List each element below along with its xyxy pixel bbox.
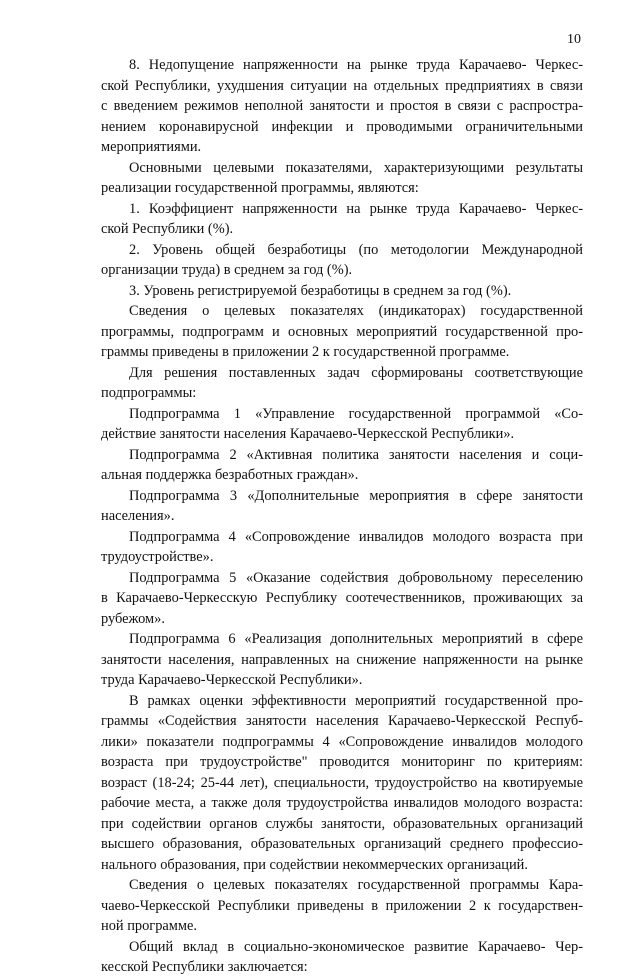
paragraph	[101, 629, 583, 691]
text-line: нением коронавирусной инфекции и проводимыми ограничительными	[101, 118, 583, 135]
paragraph	[101, 691, 583, 876]
text-line: 3. Уровень регистрируемой безработицы в среднем за год (%).	[129, 282, 512, 299]
paragraph	[101, 240, 583, 281]
text-line: Общий вклад в социально-экономическое развитие Карачаево- Чер-	[129, 938, 583, 955]
text-line: Сведения о целевых показателях (индикаторах) государственной	[129, 303, 583, 319]
paragraph	[101, 55, 583, 158]
text-line: рубежом».	[101, 610, 165, 627]
paragraph	[101, 937, 583, 978]
text-line: нального образования, при содействии некоммерческих организаций.	[101, 856, 528, 873]
text-line: лики» показатели подпрограммы 4 «Сопровождение инвалидов молодого	[101, 733, 583, 750]
text-line: с введением режимов неполной занятости и простоя в связи с распростра-	[101, 98, 583, 114]
text-line: Подпрограмма 6 «Реализация дополнительных мероприятий в сфере	[129, 631, 583, 647]
text-line: реализации государственной программы, являются:	[101, 180, 419, 196]
text-line: Подпрограмма 1 «Управление государственной программой «Со-	[129, 405, 583, 422]
text-line: Подпрограмма 3 «Дополнительные мероприятия в сфере занятости	[129, 487, 583, 504]
text-line: занятости населения, направленных на снижение напряженности на рынке	[101, 651, 583, 668]
text-line: Подпрограмма 5 «Оказание содействия добровольному переселению	[129, 569, 583, 586]
text-line: 1. Коэффициент напряженности на рынке труда Карачаево- Черкес-	[129, 200, 583, 217]
text-line: ской Республики (%).	[101, 221, 234, 237]
document-body	[101, 55, 583, 978]
text-line: Подпрограмма 4 «Сопровождение инвалидов молодого возраста при	[129, 528, 583, 545]
text-line: трудоустройстве».	[101, 549, 214, 565]
paragraph	[101, 281, 583, 302]
paragraph	[101, 527, 583, 568]
paragraph	[101, 301, 583, 363]
text-line: возраста при трудоустройстве" проводится мониторинг по критериям:	[101, 754, 583, 770]
text-line: высшего образования, образовательных организаций среднего профессио-	[101, 836, 583, 852]
text-line: организации труда) в среднем за год (%).	[101, 262, 353, 278]
text-line: чаево-Черкесской Республики приведены в приложении 2 к государствен-	[101, 897, 583, 914]
text-line: ской Республики, ухудшения ситуации на отдельных предприятиях в связи	[101, 77, 583, 94]
paragraph	[101, 445, 583, 486]
text-line: 8. Недопущение напряженности на рынке труда Карачаево- Черкес-	[129, 57, 583, 73]
text-line: возраст (18-24; 25-44 лет), специальности, трудоустройство на квотируемые	[101, 774, 583, 791]
text-line: ной программе.	[101, 918, 197, 934]
paragraph	[101, 875, 583, 937]
text-line: Сведения о целевых показателях государственной программы Кара-	[129, 877, 583, 893]
text-line: труда Карачаево-Черкесской Республики».	[101, 672, 363, 688]
paragraph	[101, 199, 583, 240]
paragraph	[101, 363, 583, 404]
text-line: действие занятости населения Карачаево-Черкесской Республики».	[101, 426, 515, 442]
text-line: населения».	[101, 508, 175, 524]
paragraph	[101, 158, 583, 199]
text-line: в Карачаево-Черкесскую Республику соотечественников, проживающих за	[101, 590, 583, 606]
text-line: подпрограммы:	[101, 385, 197, 401]
text-line: программы, подпрограмм и основных мероприятий государственной про-	[101, 323, 583, 340]
text-line: альная поддержка безработных граждан».	[101, 467, 359, 483]
page-number: 10	[567, 32, 581, 47]
paragraph	[101, 486, 583, 527]
text-line: 2. Уровень общей безработицы (по методологии Международной	[129, 241, 583, 258]
paragraph	[101, 568, 583, 630]
text-line: Для решения поставленных задач сформированы соответствующие	[129, 364, 583, 381]
paragraph	[101, 404, 583, 445]
text-line: Подпрограмма 2 «Активная политика занятости населения и соци-	[129, 446, 583, 463]
text-line: мероприятиями.	[101, 139, 202, 155]
text-line: кесской Республики заключается:	[101, 959, 308, 975]
text-line: В рамках оценки эффективности мероприятий государственной про-	[129, 692, 583, 709]
text-line: Основными целевыми показателями, характеризующими результаты	[129, 159, 583, 176]
text-line: граммы приведены в приложении 2 к государственной программе.	[101, 344, 510, 360]
text-line: граммы «Содействия занятости населения Карачаево-Черкесской Респуб-	[101, 713, 583, 729]
text-line: при содействии органов службы занятости, образовательных организаций	[101, 815, 583, 832]
text-line: рабочие места, а также доля трудоустройства инвалидов молодого возраста:	[101, 795, 583, 811]
